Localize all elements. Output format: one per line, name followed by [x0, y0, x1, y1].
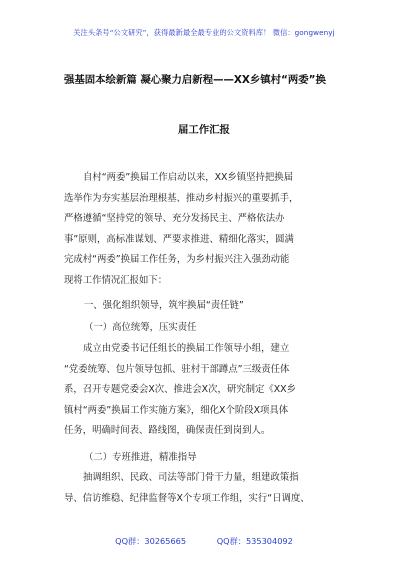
subsection2-heading: （二）专班推进，精准指导: [84, 452, 197, 463]
intro-line: 事”原则，高标准谋划、严要求推进、精细化落实，圆满: [64, 233, 294, 245]
document-title-line2: 届工作汇报: [178, 124, 230, 136]
subsection1-heading: （一）高位统筹，压实责任: [84, 322, 197, 333]
intro-line: 选举作为夯实基层治理根基、推动乡村振兴的重要抓手，: [64, 192, 299, 204]
header-promo-note: 关注头条号“公文研究”，获得最新最全最专业的公文资料库！ 微信：gongwenyj: [73, 28, 335, 37]
subsection1-paragraph: [64, 339, 364, 442]
paragraph-line: 抽调组织、民政、司法等部门骨干力量，组建政策指: [83, 472, 299, 483]
paragraph-line: “党委统筹、包片领导包抓、驻村干部蹲点”三级责任体: [64, 363, 290, 375]
footer-contact: [0, 536, 408, 547]
subsection2-paragraph: [64, 468, 364, 509]
footer-qq-group-2: QQ群：535304092: [216, 536, 293, 546]
paragraph-line: 镇村“两委”换届工作实施方案》，细化X个阶段X项具体: [64, 404, 289, 416]
footer-qq-group-1: QQ群：30265665: [115, 536, 187, 546]
intro-line: 现将工作情况汇报如下：: [64, 274, 168, 286]
paragraph-line: 导、信访维稳、纪律监督等X个专项工作组，实行“日调度、: [64, 492, 310, 504]
paragraph-line: 成立由党委书记任组长的换届工作领导小组，建立: [83, 343, 290, 354]
paragraph-line: 系，召开专题党委会X次、推进会X次，研究制定《XX乡: [64, 384, 296, 395]
intro-line: 严格遵循“坚持党的领导、充分发扬民主、严格依法办: [64, 213, 285, 224]
intro-paragraph: [64, 168, 364, 291]
paragraph-line: 任务，明确时间表、路线图，确保责任到岗到人。: [64, 425, 271, 436]
intro-line: 自村“两委”换届工作启动以来，XX乡镇坚持把换届: [83, 172, 294, 183]
document-title-line1: 强基固本绘新篇 凝心聚力启新程——XX乡镇村“两委”换: [64, 74, 326, 86]
section1-heading: 一、强化组织领导，筑牢换届“责任链”: [84, 300, 244, 311]
intro-line: 完成村“两委”换届工作任务，为乡村振兴注入强劲动能: [64, 254, 290, 265]
